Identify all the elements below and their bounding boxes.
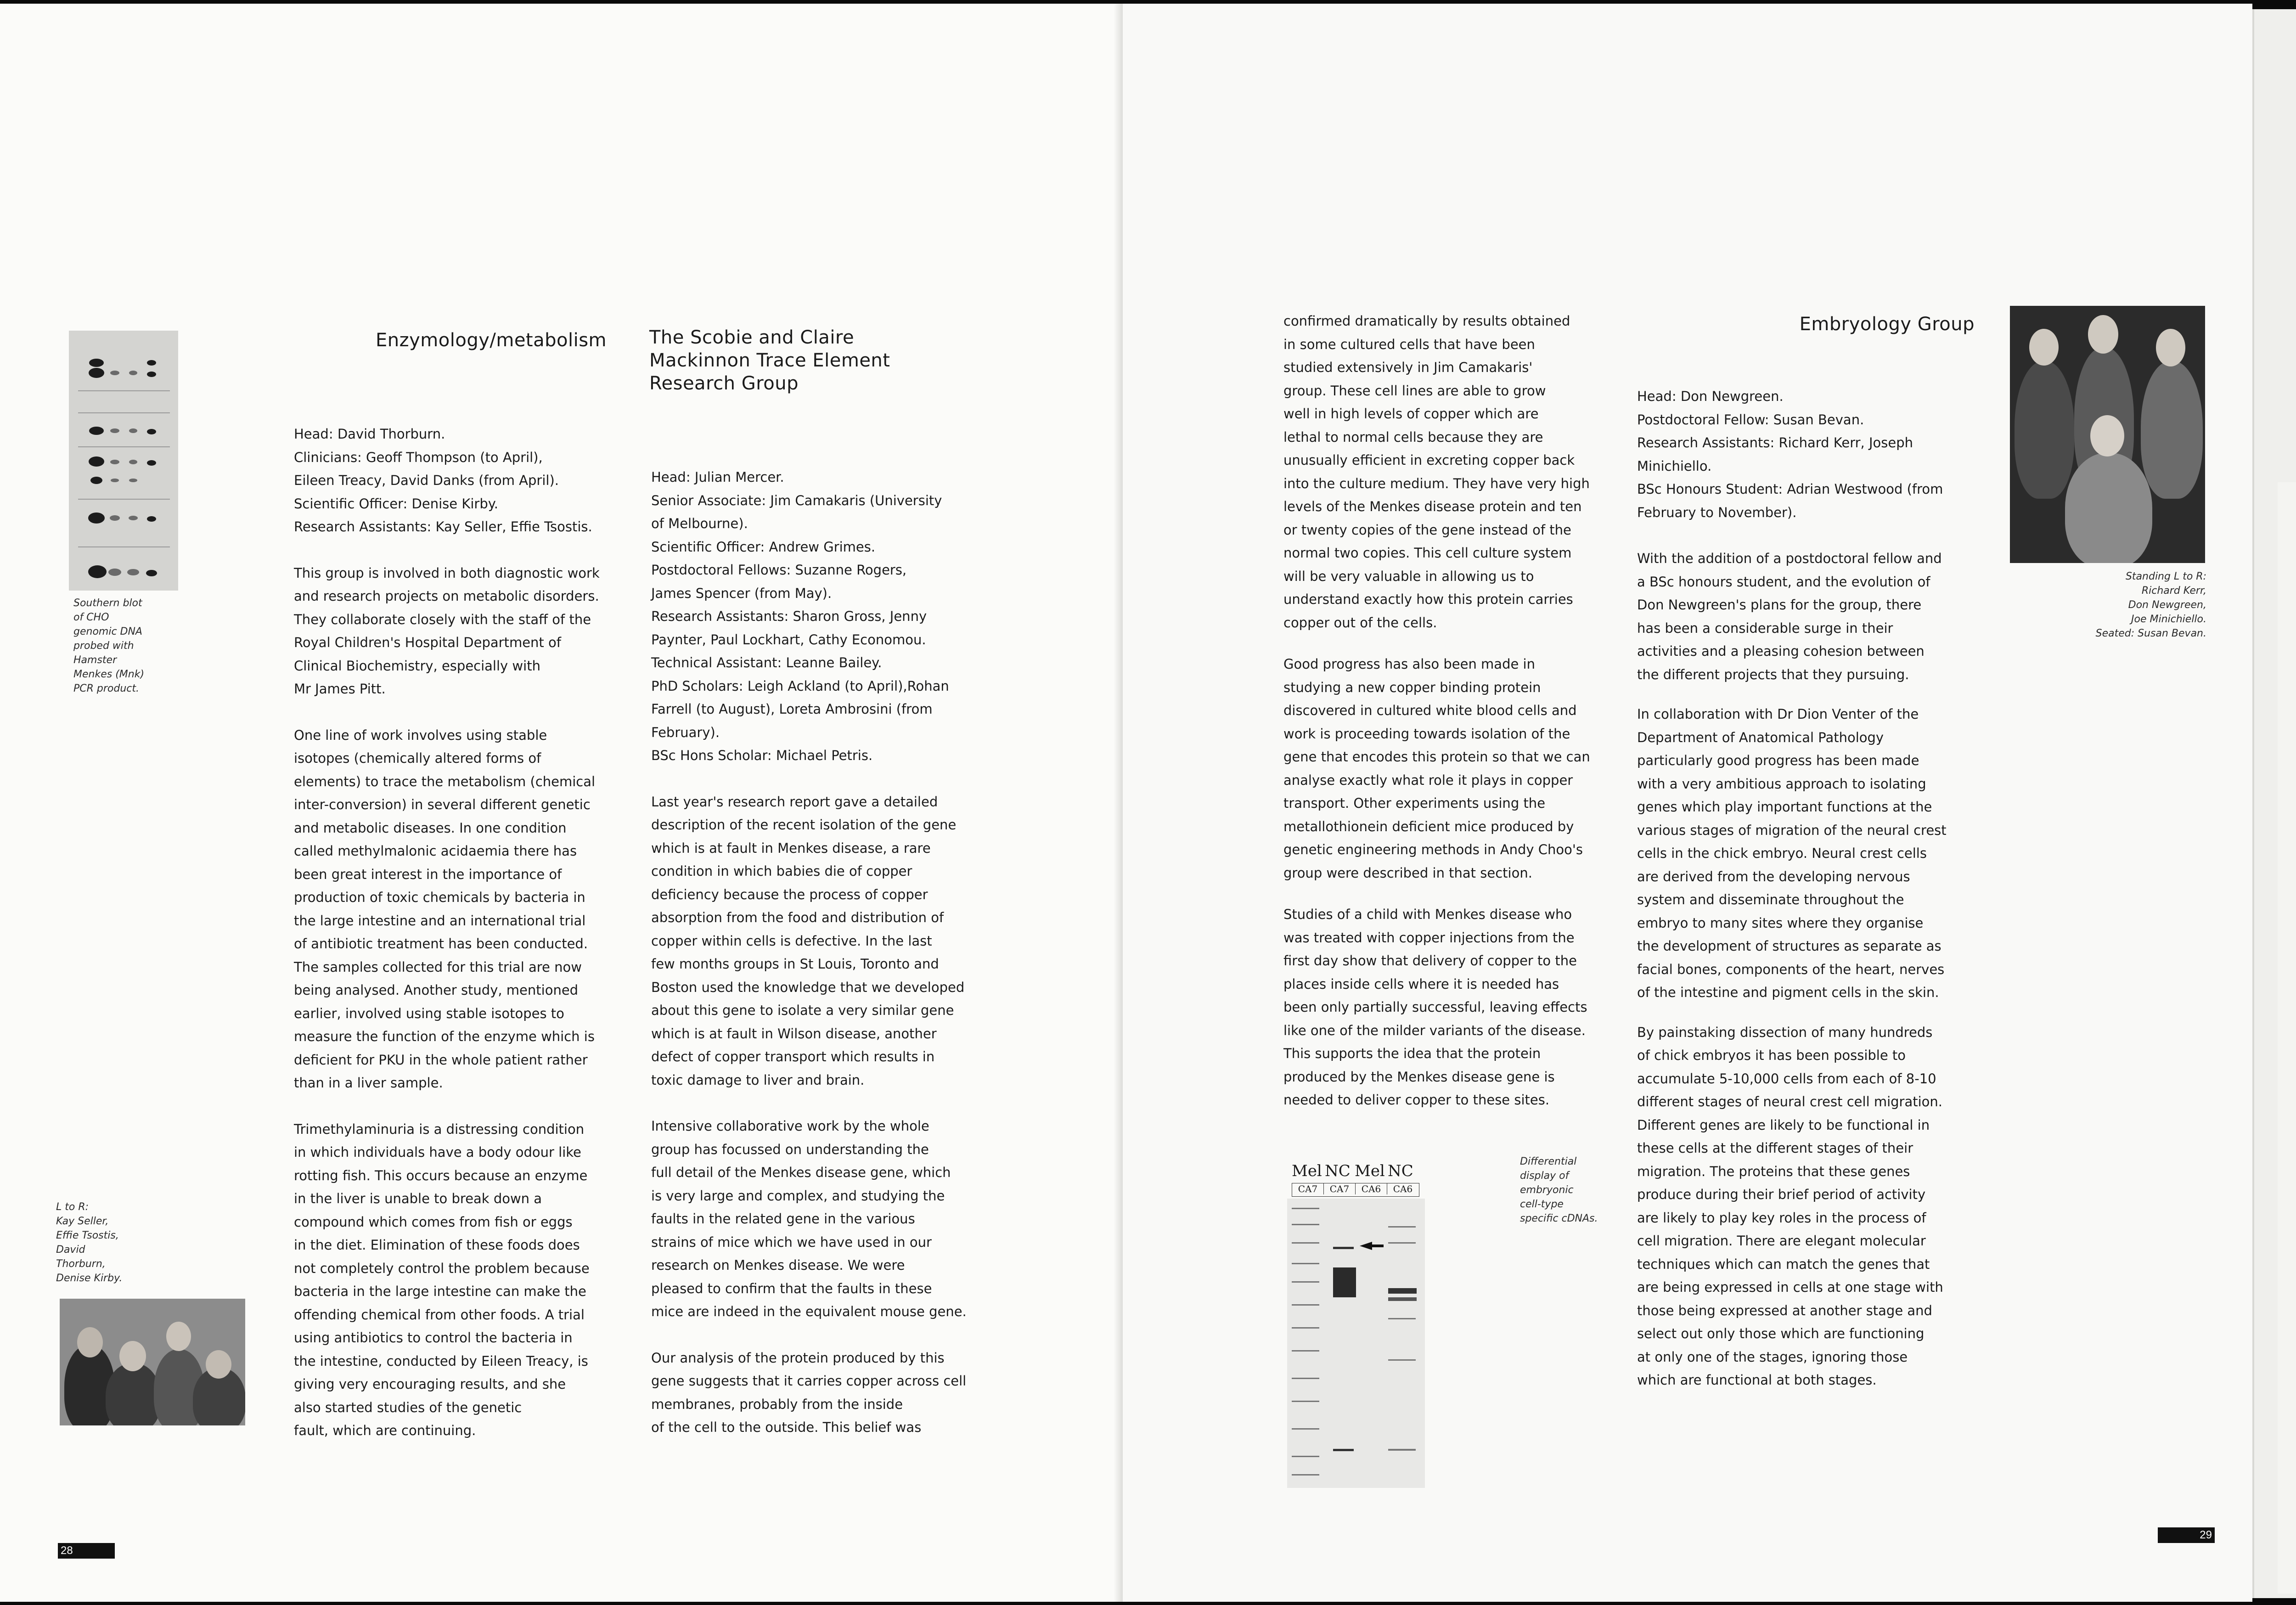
southern-blot-caption: Southern blot of CHO genomic DNA probed with Hamster Menkes (Mnk) PCR product. — [73, 597, 145, 694]
enzymology-group-photo — [60, 1299, 245, 1425]
group-photo-caption: L to R: Kay Seller, Effie Tsostis, David Thorburn, Denise Kirby. — [56, 1201, 123, 1284]
gel-lane-labels — [1292, 1183, 1419, 1197]
lane-label-2: CA7 — [1324, 1183, 1356, 1194]
gel-label-mel-2: Mel — [1355, 1162, 1385, 1180]
person-silhouette — [2141, 361, 2203, 499]
gel-label-nc-2: NC — [1388, 1162, 1413, 1180]
page-edge-insert — [2278, 482, 2296, 1594]
person-head — [77, 1327, 103, 1357]
page-number-right: 29 — [2158, 1527, 2215, 1543]
person-head — [2090, 415, 2124, 456]
scobie-paragraph-3: Our analysis of the protein produced by this gene suggests that it carries copper across cell membranes, probably from the inside of the cell to the outside. This belief was — [651, 1350, 967, 1435]
embryology-paragraph-1: With the addition of a postdoctoral fellow and a BSc honours student, and the evolution of Don Newgreen's plans for the group, there has been a considerable surge in their activities and a pleasing cohesion between the different projects that they pursuing. — [1637, 551, 1942, 682]
lane-label-1: CA7 — [1292, 1183, 1324, 1194]
gel-label-nc-1: NC — [1325, 1162, 1351, 1180]
person-head — [2029, 329, 2059, 366]
southern-blot-image — [69, 331, 178, 591]
enzymology-column — [294, 422, 615, 1442]
right-page — [1123, 4, 2259, 1602]
scobie-paragraph-2: Intensive collaborative work by the whole group has focussed on understanding the full detail of the Menkes disease gene, which is very large and complex, and studying the faults in the related gene in the various strains of mice which we have used in our research on Menkes disease. We were pleased to confirm that the faults in these mice are indeed in the equivalent mouse gene. — [651, 1118, 967, 1319]
person-head — [2088, 315, 2118, 354]
embryology-group-photo — [2010, 306, 2205, 563]
embryology-paragraph-3: By painstaking dissection of many hundreds of chick embryos it has been possible to accumulate 5-10,000 cells from each of 8-10 different stages of neural crest cell migration. Different genes are likely to be functional in these cells at the different stages of their migration. The proteins that these genes produce during their brief period of activity are likely to play key roles in the process of cell migration. There are elegant molecular techniques which can match the genes that are being expressed in cells at one stage with those being expressed at another stage and select out only those which are functioning at only one of the stages, ignoring those which are functional at both stages. — [1637, 1024, 1943, 1388]
southern-blot-bands — [69, 331, 178, 591]
gel-label-mel-1: Mel — [1292, 1162, 1322, 1180]
embryology-photo-caption: Standing L to R: Richard Kerr, Don Newgreen, Joe Minichiello. Seated: Susan Bevan. — [2095, 571, 2206, 639]
scobie-staff-list: Head: Julian Mercer. Senior Associate: Jim Camakaris (University of Melbourne). Scientific Officer: Andrew Grimes. Postdoctoral Fellows: Suzanne Rogers, James Spencer (from May). Research Assistants: Sharon Gross, Jenny Paynter, Paul Lockhart, Cathy Economou. Technical Assistant: Leanne Bailey. PhD Scholars: Leigh Ackland (to April),Rohan Farrell (to August), Loreta Ambrosini (from February). BSc Hons Scholar: Michael Petris. — [651, 469, 949, 763]
embryology-staff-list: Head: Don Newgreen. Postdoctoral Fellow: Susan Bevan. Research Assistants: Richard Kerr, Joseph Minichiello. BSc Honours Student: Adrian Westwood (from February to November). — [1637, 389, 1943, 520]
continuation-paragraph-3: Studies of a child with Menkes disease who was treated with copper injections from the first day show that delivery of copper to the places inside cells where it is needed has been only partially successful, leaving effects like one of the milder variants of the disease. This supports the idea that the protein produced by the Menkes disease gene is needed to deliver copper to these sites. — [1283, 907, 1587, 1108]
enzymology-heading: Enzymology/metabolism — [376, 330, 607, 351]
scobie-paragraph-1: Last year's research report gave a detailed description of the recent isolation of the gene which is at fault in Menkes disease, a rare condition in which babies die of copper deficiency because the process of copper absorption from the food and distribution of copper within cells is defective. In the last few months groups in St Louis, Toronto and Boston used the knowledge that we developed about this gene to isolate a very similar gene which is at fault in Wilson disease, another defect of copper transport which results in toxic damage to liver and brain. — [651, 794, 965, 1088]
person-head — [166, 1322, 191, 1351]
gel-image — [1287, 1199, 1425, 1488]
gel-figure-caption: Differential display of embryonic cell-type specific cDNAs. — [1520, 1156, 1598, 1224]
enzymology-staff-list: Head: David Thorburn. Clinicians: Geoff Thompson (to April), Eileen Treacy, David Danks (from April). Scientific Officer: Denise Kirby. Research Assistants: Kay Seller, Effie Tsostis. — [294, 426, 592, 535]
person-silhouette — [2015, 361, 2074, 499]
lane-label-3: CA6 — [1356, 1183, 1387, 1194]
embryology-heading: Embryology Group — [1799, 314, 1975, 335]
scobie-heading: The Scobie and Claire Mackinnon Trace Element Research Group — [649, 327, 890, 394]
scobie-column — [651, 466, 982, 1439]
person-silhouette — [2065, 453, 2152, 563]
enzymology-paragraph-3: Trimethylaminuria is a distressing condition in which individuals have a body odour like rotting fish. This occurs because an enzyme in the liver is unable to break down a compound which comes from fish or eggs in the diet. Elimination of these foods does not completely control the problem because bacteria in the large intestine can make the offending chemical from other foods. A trial using antibiotics to control the bacteria in the intestine, conducted by Eileen Treacy, is giving very encouraging results, and she also started studies of the genetic fault, which are continuing. — [294, 1121, 590, 1438]
person-head — [2156, 329, 2185, 366]
page-number-left: 28 — [58, 1543, 115, 1559]
person-head — [206, 1350, 231, 1379]
embryology-paragraph-2: In collaboration with Dr Dion Venter of the Department of Anatomical Pathology particularly good progress has been made with a very ambitious approach to isolating genes which play important functions at the various stages of migration of the neural crest cells in the chick embryo. Neural crest cells are derived from the developing nervous system and disseminate throughout the embryo to many sites where they organise the development of structures as separate as facial bones, components of the heart, nerves of the intestine and pigment cells in the skin. — [1637, 706, 1947, 1000]
continuation-column — [1283, 310, 1614, 1112]
person-silhouette — [106, 1363, 161, 1425]
continuation-paragraph-2: Good progress has also been made in studying a new copper binding protein discovered in cultured white blood cells and work is proceeding towards isolation of the gene that encodes this protein so that we can analyse exactly what role it plays in copper transport. Other experiments using the metallothionein deficient mice produced by genetic engineering methods in Andy Choo's group were described in that section. — [1283, 656, 1590, 881]
embryology-column — [1637, 385, 1968, 1392]
enzymology-paragraph-1: This group is involved in both diagnostic work and research projects on metabolic disorders. They collaborate closely with the staff of the Royal Children's Hospital Department of Clinical Biochemistry, especially with Mr James Pitt. — [294, 565, 600, 697]
enzymology-paragraph-2: One line of work involves using stable isotopes (chemically altered forms of elements) to trace the metabolism (chemical inter-conversion) in several different genetic and metabolic diseases. In one condition called methylmalonic acidaemia there has been great interest in the importance of production of toxic chemicals by bacteria in the large intestine and an international trial of antibiotic treatment has been conducted. The samples collected for this trial are now being analysed. Another study, mentioned earlier, involved using stable isotopes to measure the function of the enzyme which is deficient for PKU in the whole patient rather than in a liver sample. — [294, 727, 596, 1091]
left-page — [0, 4, 1123, 1602]
lane-label-4: CA6 — [1393, 1183, 1413, 1194]
continuation-paragraph-1: confirmed dramatically by results obtained in some cultured cells that have been studied extensively in Jim Camakaris' group. These cell lines are able to grow well in high levels of copper which are lethal to normal cells because they are unusually efficient in excreting copper back into the culture medium. They have very high levels of the Menkes disease protein and ten or twenty copies of the gene instead of the normal two copies. This cell culture system will be very valuable in allowing us to understand exactly how this protein carries copper out of the cells. — [1283, 313, 1590, 631]
person-head — [119, 1341, 146, 1371]
gel-figure — [1287, 1162, 1425, 1488]
